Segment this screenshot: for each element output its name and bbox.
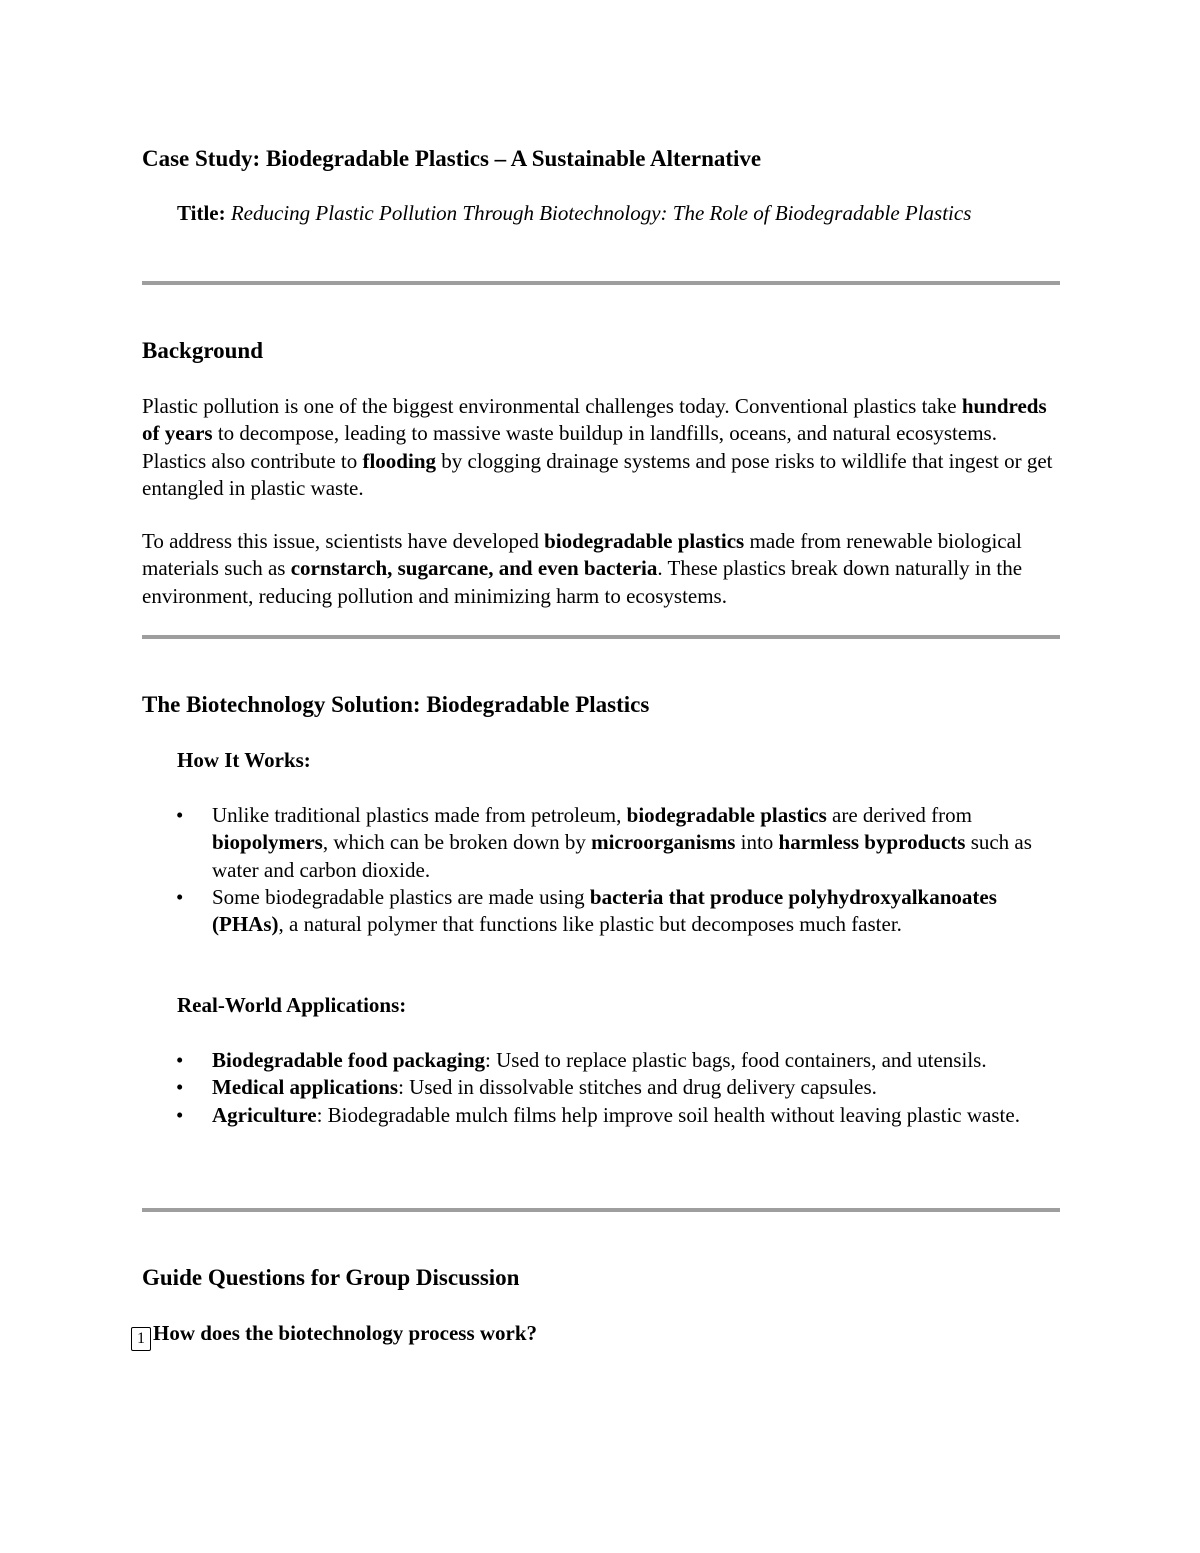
text-run-bold: hundreds of years [142, 394, 1047, 446]
list-item [142, 802, 1032, 884]
text-run: To address this issue, scientists have developed [142, 529, 545, 553]
horizontal-rule [142, 1208, 1060, 1212]
title-text: Reducing Plastic Pollution Through Biotechnology: The Role of Biodegradable Plastics [230, 201, 972, 225]
background-paragraph-2 [142, 528, 1060, 610]
list-item [142, 1074, 1060, 1101]
background-paragraph-1 [142, 393, 1060, 502]
applications-heading: Real-World Applications: [177, 993, 407, 1017]
text-run-bold: cornstarch, sugarcane, and even bacteria [290, 556, 658, 581]
number-one-icon: 1 [131, 1327, 151, 1351]
list-item [142, 1102, 1060, 1129]
horizontal-rule [142, 635, 1060, 639]
text-run: are derived from [826, 803, 972, 827]
text-run-bold: Medical applications [212, 1075, 399, 1100]
text-run: Unlike traditional plastics made from petroleum, [212, 803, 627, 827]
guide-questions-heading: Guide Questions for Group Discussion [142, 1265, 520, 1290]
text-run: , which can be broken down by [322, 830, 592, 855]
bullet-icon: • [176, 1102, 184, 1127]
how-it-works-list [142, 802, 1032, 938]
text-run-bold: Biodegradable food packaging [212, 1048, 486, 1072]
text-run-bold: biodegradable plastics [626, 803, 827, 827]
bullet-icon: • [176, 803, 184, 827]
text-run-bold: biopolymers [212, 830, 323, 855]
text-run: made from renewable biological materials such as [142, 529, 1022, 581]
bullet-icon: • [176, 1048, 184, 1072]
list-item [142, 884, 1032, 939]
text-run: , a natural polymer that functions like plastic but decomposes much faster. [278, 912, 902, 937]
applications-list [142, 1047, 1060, 1129]
document-page [137, 0, 1060, 1553]
text-run: Some biodegradable plastics are made using [212, 884, 590, 909]
solution-heading: The Biotechnology Solution: Biodegradable Plastics [142, 692, 650, 717]
text-run: : Biodegradable mulch films help improve soil health without leaving plastic waste. [316, 1102, 1020, 1127]
text-run: . These plastics break down naturally in the environment, reducing pollution and minimizing harm to ecosystems. [142, 556, 1023, 608]
text-run: : Used to replace plastic bags, food containers, and utensils. [485, 1048, 987, 1072]
question-1 [131, 1320, 537, 1351]
bullet-icon: • [176, 1075, 184, 1100]
text-run: such as water and carbon dioxide. [212, 830, 1032, 882]
background-heading: Background [142, 338, 264, 363]
horizontal-rule [142, 281, 1060, 285]
title-label: Title: [177, 201, 226, 225]
case-study-title: Case Study: Biodegradable Plastics – A Sustainable Alternative [142, 146, 762, 171]
text-run: : Used in dissolvable stitches and drug delivery capsules. [398, 1075, 877, 1100]
title-line [142, 200, 1022, 227]
text-run-bold: microorganisms [591, 830, 736, 855]
list-item [142, 1047, 1060, 1074]
text-run: to decompose, leading to massive waste buildup in landfills, oceans, and natural ecosystems. Plastics also contribute to [142, 421, 997, 473]
how-it-works-heading: How It Works: [177, 748, 311, 772]
text-run-bold: Agriculture [212, 1102, 317, 1127]
text-run: into [735, 830, 779, 855]
text-run-bold: harmless byproducts [778, 830, 966, 855]
text-run-bold: bacteria that produce polyhydroxyalkanoates (PHAs) [212, 884, 997, 937]
bullet-icon: • [176, 884, 184, 909]
text-run-bold: flooding [362, 448, 437, 473]
text-run: by clogging drainage systems and pose risks to wildlife that ingest or get entangled in plastic waste. [142, 448, 1053, 500]
text-run-bold: biodegradable plastics [544, 529, 745, 553]
question-1-text: How does the biotechnology process work? [153, 1321, 538, 1345]
text-run: Plastic pollution is one of the biggest environmental challenges today. Conventional plastics take [142, 394, 962, 418]
